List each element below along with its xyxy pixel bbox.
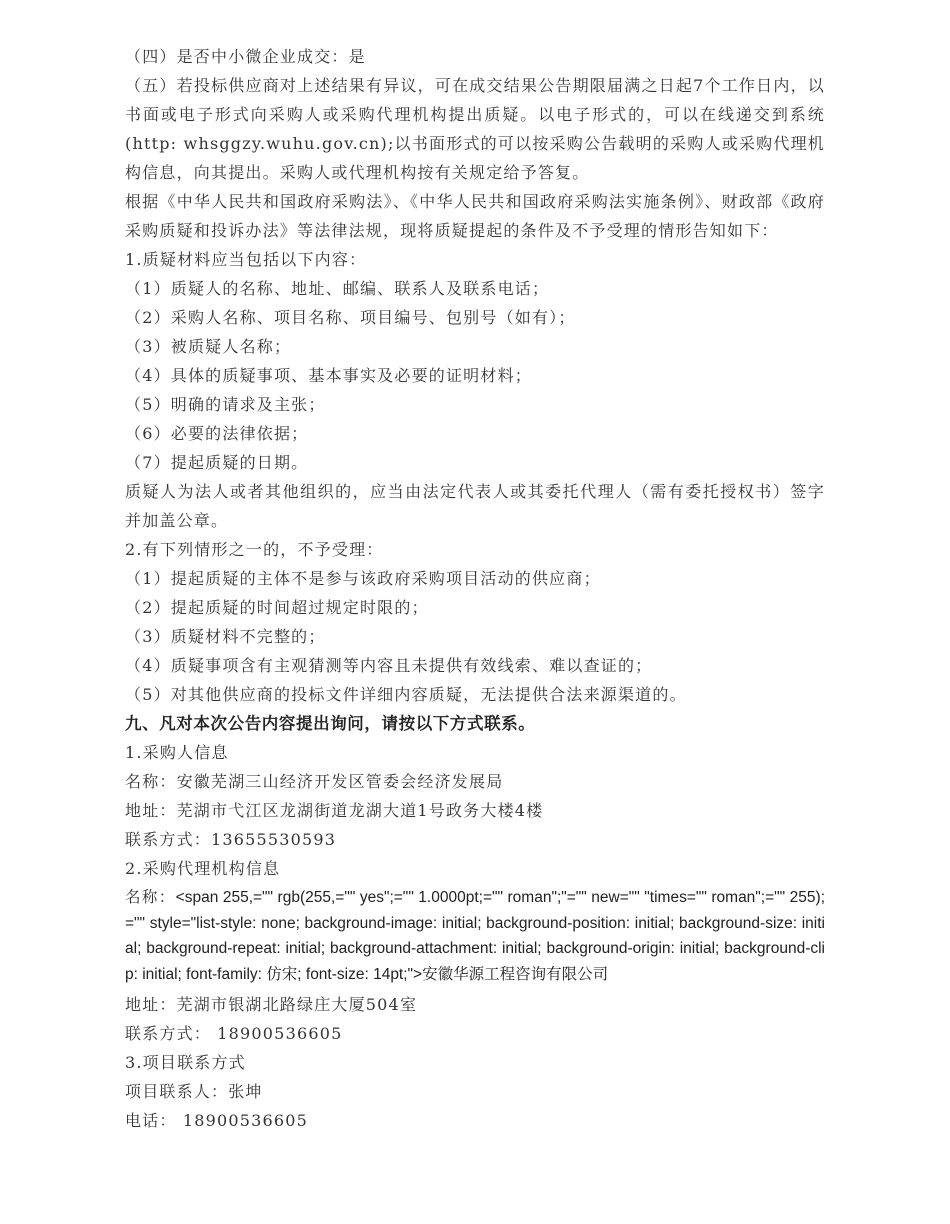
objection-paragraph: （五）若投标供应商对上述结果有异议，可在成交结果公告期限届满之日起7个工作日内，以书面或电子形式向采购人或采购代理机构提出质疑。以电子形式的，可以在线递交到系统(http: whsggzy.wuhu.gov.cn);以书面形式的可以按采购公告载明的采购人或采购代理机构信息，向其提出。采购人或代理机构按有关规定给予答复。 [125,76,825,182]
materials-item: （2）采购人名称、项目名称、项目编号、包别号（如有）； [125,308,576,327]
project-contact-phone: 电话： 18900536605 [125,1111,309,1130]
rejection-item: （2）提起质疑的时间超过规定时限的； [125,598,429,617]
materials-note: 质疑人为法人或者其他组织的，应当由法定代表人或其委托代理人（需有委托授权书）签字并加盖公章。 [125,482,825,530]
rejection-item: （4）质疑事项含有主观猜测等内容且未提供有效线索、难以查证的； [125,656,653,675]
project-contact-person: 项目联系人：张坤 [125,1082,263,1101]
contact-section-heading: 九、凡对本次公告内容提出询问，请按以下方式联系。 [125,714,536,733]
agency-name-label: 名称： [125,888,176,906]
materials-title: 1.质疑材料应当包括以下内容： [125,250,367,269]
rejection-item: （3）质疑材料不完整的； [125,627,326,646]
agency-address: 地址：芜湖市银湖北路绿庄大厦504室 [125,995,418,1014]
purchaser-name: 名称：安徽芜湖三山经济开发区管委会经济发展局 [125,772,504,791]
purchaser-title: 1.采购人信息 [125,743,229,762]
agency-title: 2.采购代理机构信息 [125,859,281,878]
agency-contact: 联系方式： 18900536605 [125,1024,343,1043]
rejection-item: （1）提起质疑的主体不是参与该政府采购项目活动的供应商； [125,569,601,588]
materials-item: （6）必要的法律依据； [125,424,309,443]
rejection-item: （5）对其他供应商的投标文件详细内容质疑，无法提供合法来源渠道的。 [125,685,687,704]
purchaser-contact: 联系方式：13655530593 [125,830,337,849]
sme-status-line: （四）是否中小微企业成交：是 [125,47,366,66]
materials-item: （5）明确的请求及主张； [125,395,326,414]
project-contact-title: 3.项目联系方式 [125,1053,246,1072]
materials-item: （4）具体的质疑事项、基本事实及必要的证明材料； [125,366,532,385]
materials-item: （3）被质疑人名称； [125,337,292,356]
announcement-body [125,42,825,1135]
materials-item: （1）质疑人的名称、地址、邮编、联系人及联系电话； [125,279,550,298]
legal-basis-paragraph: 根据《中华人民共和国政府采购法》、《中华人民共和国政府采购法实施条例》、财政部《政府采购质疑和投诉办法》等法律法规，现将质疑提起的条件及不予受理的情形告知如下： [125,192,825,240]
agency-name-value: <span 255,="" rgb(255,="" yes";="" 1.0000pt;="" roman";"="" new="" "times="" roman";="" 255);="" style="list-style: none; background-image: initial; background-position: initial; background-size: initial; background-repeat: initial; background-attachment: initial; background-origin: initial; background-clip: initial; font-family: 仿宋; font-size: 14pt;">安徽华源工程咨询有限公司 [125,889,825,983]
rejection-title: 2.有下列情形之一的，不予受理： [125,540,384,559]
agency-name-raw-markup [125,885,825,987]
materials-item: （7）提起质疑的日期。 [125,453,309,472]
purchaser-address: 地址：芜湖市弋江区龙湖街道龙湖大道1号政务大楼4楼 [125,801,544,820]
